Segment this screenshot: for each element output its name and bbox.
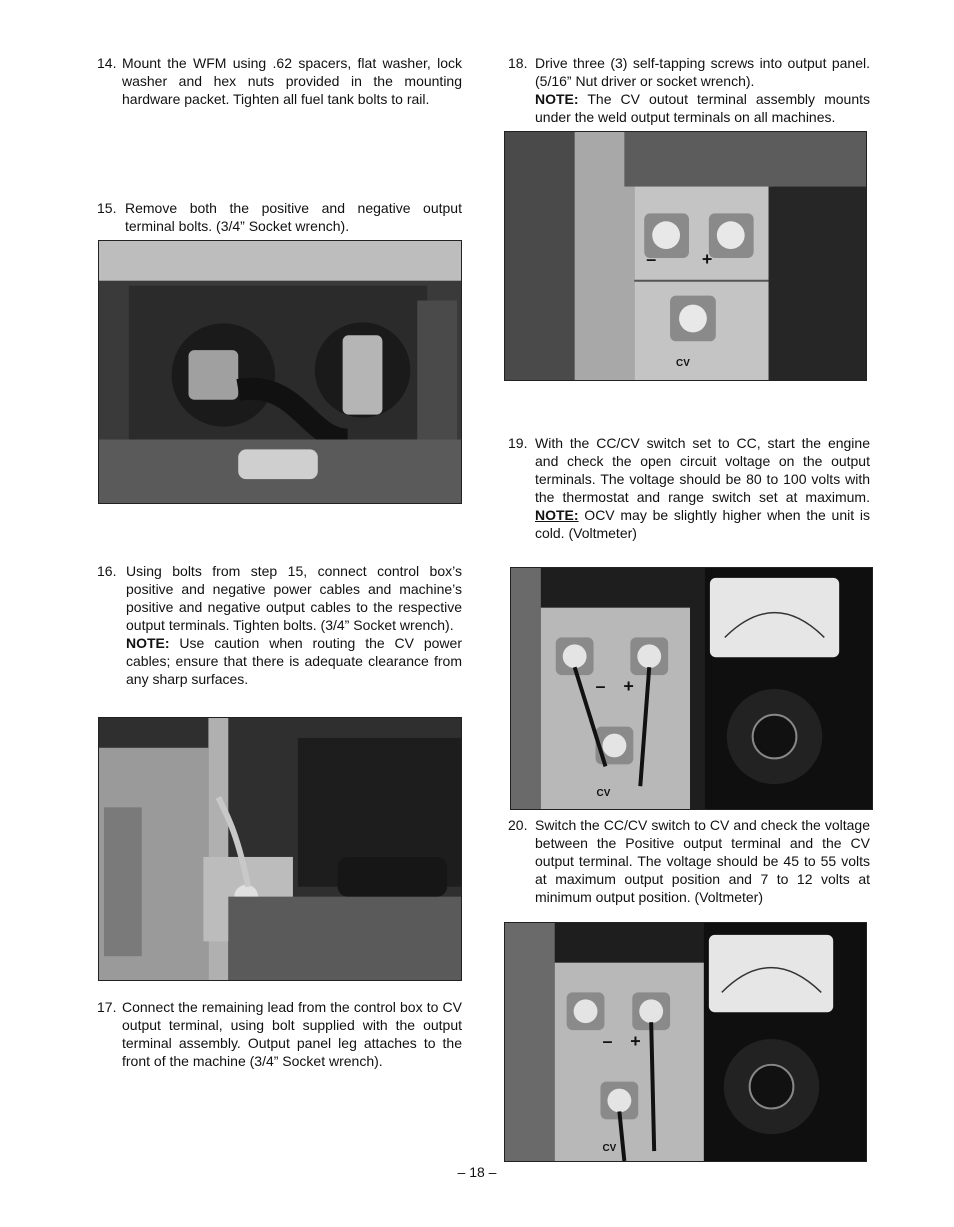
step-number: 16. bbox=[97, 563, 117, 579]
step-number: 19. bbox=[508, 435, 528, 451]
plus-label: + bbox=[701, 248, 713, 269]
photo-output-panel-screws bbox=[504, 131, 867, 381]
note-label: NOTE: bbox=[535, 507, 579, 523]
step-16 bbox=[97, 562, 462, 688]
step-number: 15. bbox=[97, 200, 117, 216]
note-label: NOTE: bbox=[126, 635, 170, 651]
step-14 bbox=[97, 54, 462, 108]
step-20 bbox=[508, 816, 870, 906]
step-number: 18. bbox=[508, 55, 528, 71]
photo-voltmeter-cv-check bbox=[504, 922, 867, 1162]
step-text: Switch the CC/CV switch to CV and check the voltage between the Positive output terminal and the CV output terminal. The voltage should be 45 to 55 volts at maximum output position and 7 to 12 volts at minimum output position. (Voltmeter) bbox=[535, 817, 870, 905]
step-text: Mount the WFM using .62 spacers, flat washer, lock washer and hex nuts provided in the mounting hardware packet. Tighten all fuel tank bolts to rail. bbox=[122, 55, 462, 107]
step-text: Drive three (3) self-tapping screws into output panel. (5/16” Nut driver or socket wrench). bbox=[535, 55, 870, 89]
note-text: OCV may be slightly higher when the unit is cold. (Voltmeter) bbox=[535, 507, 870, 541]
step-17 bbox=[97, 998, 462, 1070]
cv-label: CV bbox=[602, 1143, 617, 1155]
step-text: Using bolts from step 15, connect control box’s positive and negative power cables and machine’s positive and negative output cables to the respective output terminals. Tighten bolts. (3/4” Socket wrench). bbox=[126, 563, 462, 633]
step-number: 20. bbox=[508, 817, 528, 833]
plus-label: + bbox=[630, 1030, 641, 1051]
note-text: The CV outout terminal assembly mounts under the weld output terminals on all machines. bbox=[535, 91, 870, 125]
step-note bbox=[126, 634, 462, 688]
page-number: – 18 – bbox=[457, 1164, 497, 1180]
step-18 bbox=[508, 54, 870, 126]
cv-label: CV bbox=[676, 358, 690, 370]
note-text: Use caution when routing the CV power cables; ensure that there is adequate clearance from any sharp surfaces. bbox=[126, 635, 462, 687]
cv-label: CV bbox=[596, 788, 611, 800]
minus-label: – bbox=[602, 1030, 613, 1051]
plus-label: + bbox=[623, 675, 634, 696]
photo-cv-cable-routing bbox=[98, 717, 462, 981]
step-text: Remove both the positive and negative output terminal bolts. (3/4” Socket wrench). bbox=[125, 200, 462, 234]
photo-output-terminal-bolts bbox=[98, 240, 462, 504]
step-text-main: With the CC/CV switch set to CC, start the engine and check the open circuit voltage on the output terminals. The voltage should be 80 to 100 volts with the thermostat and range switch set at maximum. bbox=[535, 435, 870, 505]
step-number: 14. bbox=[97, 55, 117, 71]
step-number: 17. bbox=[97, 999, 117, 1015]
note-label: NOTE: bbox=[535, 91, 579, 107]
step-text: Connect the remaining lead from the control box to CV output terminal, using bolt supplied with the output terminal assembly. Output panel leg attaches to the front of the machine (3/4” Socket wrench). bbox=[122, 999, 462, 1069]
step-note bbox=[535, 90, 870, 126]
step-15 bbox=[97, 199, 462, 235]
minus-label: – bbox=[646, 248, 657, 269]
step-text bbox=[508, 434, 870, 542]
step-19 bbox=[508, 434, 870, 542]
photo-voltmeter-cc-check bbox=[510, 567, 873, 810]
minus-label: – bbox=[595, 675, 606, 696]
